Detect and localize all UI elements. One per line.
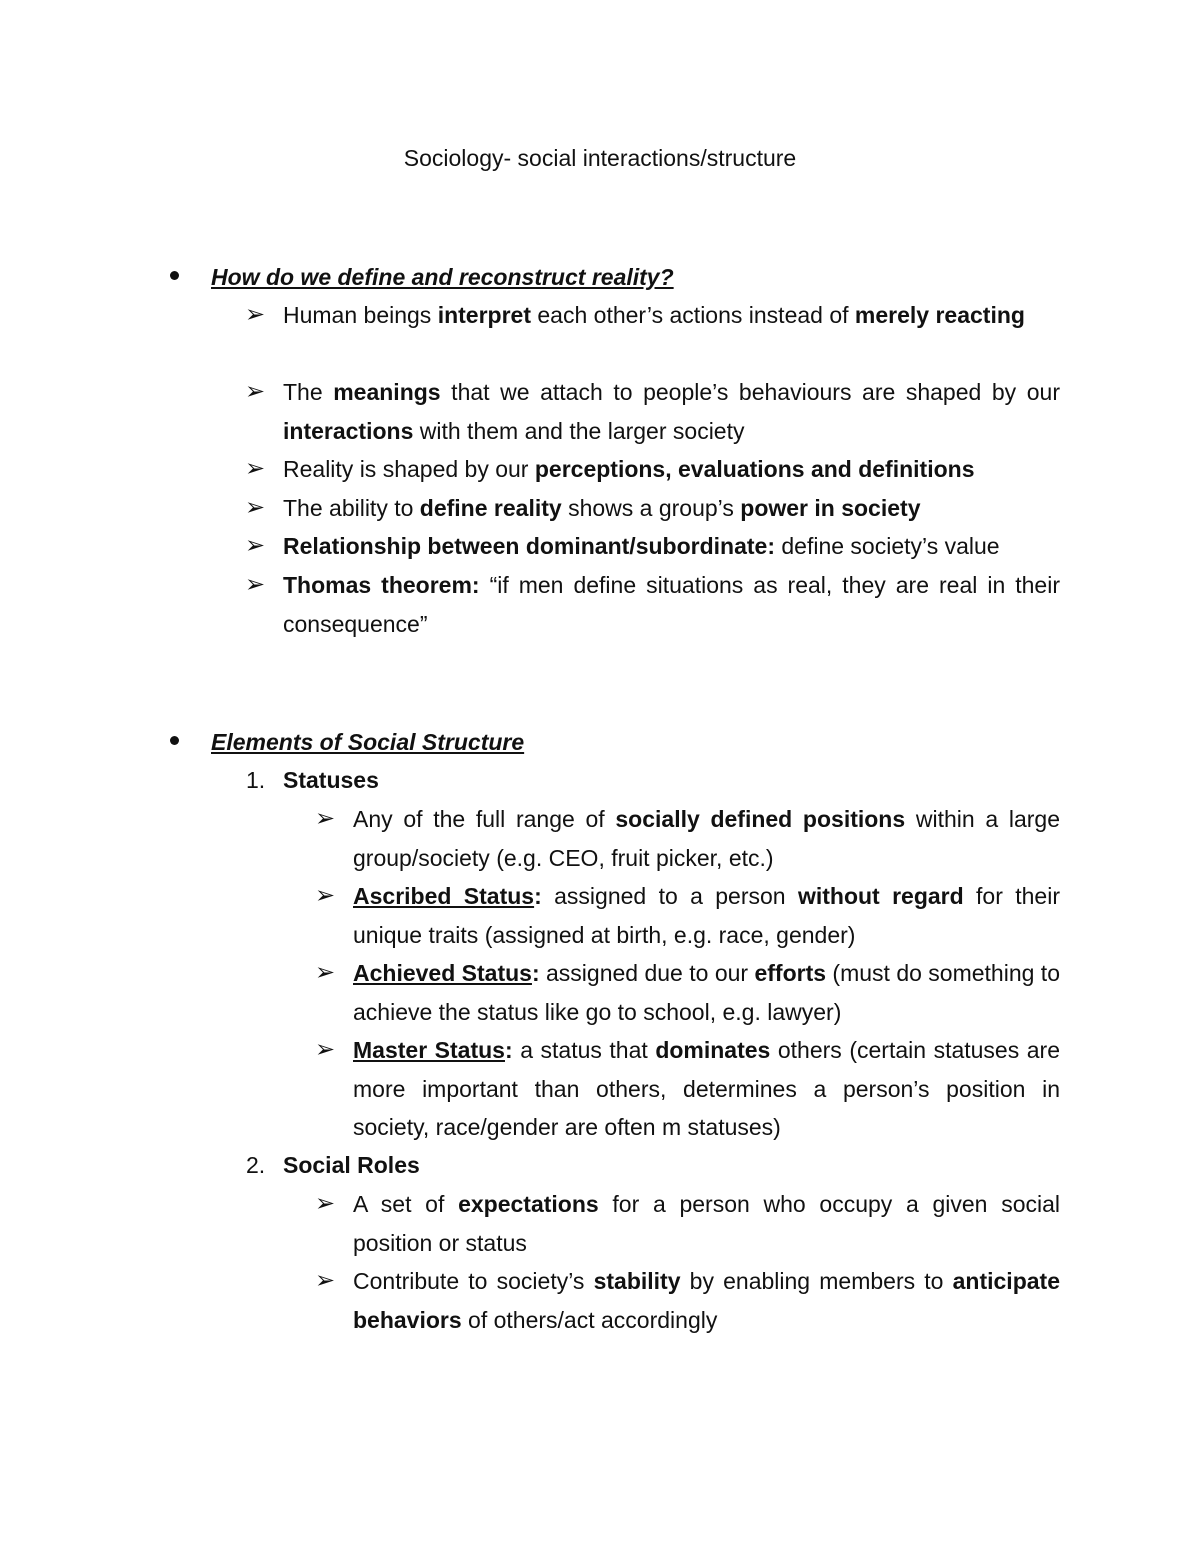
body-text: (must do something to achieve the status like go to school, e.g. lawyer) xyxy=(353,960,1060,1025)
emphasis-text: stability xyxy=(593,1268,681,1294)
list-item-text xyxy=(283,495,920,521)
emphasis-text: interpret xyxy=(437,302,531,328)
emphasis-text: : xyxy=(534,883,542,909)
emphasis-text: Ascribed Status xyxy=(353,883,535,909)
body-text: Reality is shaped by our xyxy=(283,456,535,482)
subsection-number: 2. xyxy=(246,1152,266,1178)
section-heading-reality xyxy=(170,261,674,293)
arrow-bullet-icon: ➢ xyxy=(245,301,266,328)
subsection-label: Social Roles xyxy=(283,1152,420,1178)
body-text: The ability to xyxy=(283,495,420,521)
emphasis-text: interactions xyxy=(283,417,414,444)
page-title: Sociology- social interactions/structure xyxy=(403,145,797,171)
bullet-dot-icon xyxy=(170,271,179,280)
emphasis-text: dominates xyxy=(655,1037,771,1063)
emphasis-text: define reality xyxy=(419,495,562,521)
body-text: within a large group/society (e.g. CEO, fruit picker, etc.) xyxy=(353,806,1060,871)
body-text: Any of the full range of xyxy=(353,806,616,832)
emphasis-text: anticipate behaviors xyxy=(353,1268,1060,1333)
body-text: “if men define situations as real, they are real in their consequence” xyxy=(283,572,1060,637)
emphasis-text: efforts xyxy=(754,960,827,986)
subsection-label: Statuses xyxy=(283,767,379,793)
list-item xyxy=(315,1031,1060,1147)
emphasis-text: perceptions, evaluations and definitions xyxy=(534,456,975,482)
list-item xyxy=(315,800,1060,877)
section-heading-text: Elements of Social Structure xyxy=(211,729,525,755)
emphasis-text: merely reacting xyxy=(854,302,1025,328)
list-item-text xyxy=(283,533,1000,559)
list-item xyxy=(245,373,1060,450)
list-item xyxy=(315,877,1060,954)
list-item xyxy=(245,489,1060,528)
list-item xyxy=(245,527,1060,566)
subsection-heading-social-roles xyxy=(246,1146,420,1185)
emphasis-text: meanings xyxy=(333,379,441,405)
body-text: of others/act accordingly xyxy=(461,1306,718,1333)
body-text: by enabling members to xyxy=(680,1268,953,1294)
body-text: others (certain statuses are more important than others, determines a person’s position in society, race/gender are often m statuses) xyxy=(353,1037,1060,1140)
body-text: with them and the larger society xyxy=(413,417,745,444)
body-text: Contribute to society’s xyxy=(353,1268,594,1294)
list-item xyxy=(315,1262,1060,1339)
list-item xyxy=(315,1185,1060,1262)
emphasis-text: Thomas theorem: xyxy=(283,572,480,598)
arrow-bullet-icon: ➢ xyxy=(245,455,266,482)
body-text: A set of xyxy=(353,1191,459,1217)
body-text: shows a group’s xyxy=(561,495,741,521)
body-text: assigned due to our xyxy=(539,960,755,986)
list-item xyxy=(245,296,1060,335)
list-item-text xyxy=(353,960,1060,1025)
emphasis-text: Master Status xyxy=(353,1037,505,1063)
list-item-text xyxy=(283,302,1025,328)
body-text: define society’s value xyxy=(774,533,1000,559)
emphasis-text: socially defined positions xyxy=(615,806,906,832)
arrow-bullet-icon: ➢ xyxy=(245,571,266,598)
body-text: The xyxy=(283,379,334,405)
arrow-bullet-icon: ➢ xyxy=(315,1036,336,1063)
list-item-text xyxy=(353,1268,1060,1333)
body-text: each other’s actions instead of xyxy=(531,302,855,328)
arrow-bullet-icon: ➢ xyxy=(315,1267,336,1294)
list-item-text xyxy=(283,379,1060,444)
list-item-text xyxy=(353,1037,1060,1140)
arrow-bullet-icon: ➢ xyxy=(245,532,266,559)
arrow-bullet-icon: ➢ xyxy=(315,882,336,909)
emphasis-text: power in society xyxy=(740,495,921,521)
subsection-number: 1. xyxy=(246,767,266,793)
body-text: assigned to a person xyxy=(541,883,798,909)
emphasis-text: Achieved Status xyxy=(353,960,532,986)
list-item xyxy=(315,954,1060,1031)
emphasis-text: : xyxy=(531,960,540,986)
section-heading-text: How do we define and reconstruct reality? xyxy=(211,264,674,290)
list-item-text xyxy=(353,883,1060,948)
subsection-heading-statuses xyxy=(246,761,379,800)
list-item xyxy=(245,566,1060,643)
body-text: that we attach to people’s behaviours are shaped by our xyxy=(440,379,1060,405)
list-item-text xyxy=(283,456,975,482)
body-text: Human beings xyxy=(283,302,438,328)
list-item-text xyxy=(283,572,1060,637)
list-item-text xyxy=(353,1191,1060,1256)
arrow-bullet-icon: ➢ xyxy=(245,494,266,521)
emphasis-text: : xyxy=(504,1037,513,1063)
list-item xyxy=(245,450,1060,489)
bullet-dot-icon xyxy=(170,736,179,745)
body-text: for their unique traits (assigned at birth, e.g. race, gender) xyxy=(353,883,1060,948)
body-text: a status that xyxy=(512,1037,656,1063)
arrow-bullet-icon: ➢ xyxy=(315,959,336,986)
body-text: for a person who occupy a given social position or status xyxy=(353,1191,1060,1256)
arrow-bullet-icon: ➢ xyxy=(315,1190,336,1217)
section-heading-social-structure xyxy=(170,726,524,758)
arrow-bullet-icon: ➢ xyxy=(245,378,266,405)
list-item-text xyxy=(353,806,1060,871)
emphasis-text: Relationship between dominant/subordinate: xyxy=(283,533,775,559)
emphasis-text: without regard xyxy=(797,883,964,909)
arrow-bullet-icon: ➢ xyxy=(315,805,336,832)
emphasis-text: expectations xyxy=(458,1191,599,1217)
